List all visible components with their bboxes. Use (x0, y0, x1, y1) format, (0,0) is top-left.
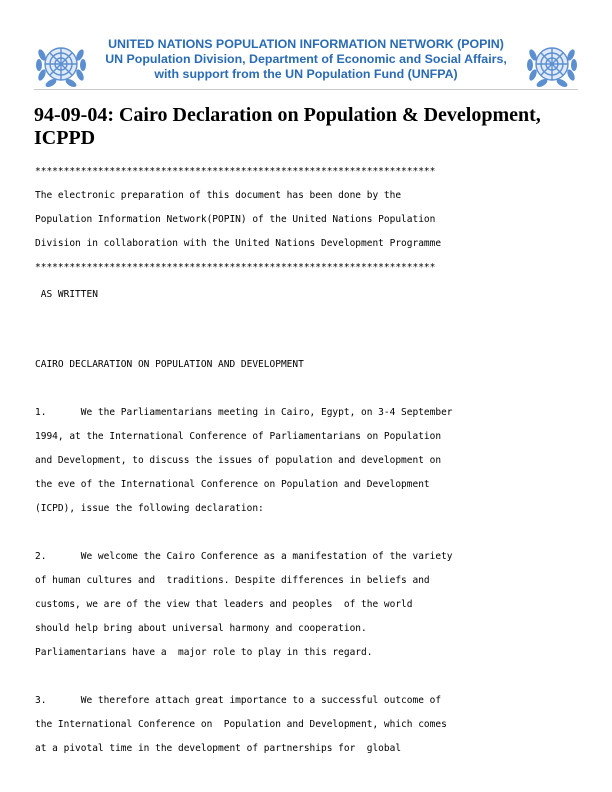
body-line: Parliamentarians have a major role to play in this regard. (35, 647, 373, 658)
body-line: and Development, to discuss the issues of population and development on (35, 455, 442, 466)
page-header (0, 0, 612, 92)
body-line: Division in collaboration with the United Nations Development Programme (35, 238, 442, 249)
body-line: of human cultures and traditions. Despite differences in beliefs and (35, 575, 430, 586)
header-line-1: UNITED NATIONS POPULATION INFORMATION NETWORK (POPIN) (108, 37, 504, 51)
un-emblem-icon (34, 37, 88, 91)
body-line: customs, we are of the view that leaders and peoples of the world (35, 599, 413, 610)
body-line: at a pivotal time in the development of partnerships for global (35, 743, 402, 754)
body-line: the eve of the International Conference on Population and Development (35, 479, 430, 490)
body-line: The electronic preparation of this document has been done by the (35, 190, 402, 201)
body-line: (ICPD), issue the following declaration: (35, 503, 264, 514)
body-line: AS WRITTEN (35, 289, 98, 300)
page-title: 94-09-04: Cairo Declaration on Population & Development, ICPPD (34, 104, 541, 149)
body-line: 1. We the Parliamentarians meeting in Cairo, Egypt, on 3-4 September (35, 407, 453, 418)
section-heading: CAIRO DECLARATION ON POPULATION AND DEVELOPMENT (35, 359, 304, 370)
body-line: 1994, at the International Conference of Parliamentarians on Population (35, 431, 442, 442)
header-line-2: UN Population Division, Department of Economic and Social Affairs, (105, 52, 507, 66)
body-line: should help bring about universal harmony and cooperation. (35, 623, 367, 634)
body-line: 2. We welcome the Cairo Conference as a manifestation of the variety (35, 551, 453, 562)
separator-line: ********************************************************************** (35, 166, 436, 177)
header-divider (34, 89, 578, 90)
separator-line: ********************************************************************** (35, 262, 436, 273)
un-emblem-icon (525, 37, 579, 91)
body-line: the International Conference on Population and Development, which comes (35, 719, 447, 730)
header-line-3: with support from the UN Population Fund (UNFPA) (154, 67, 458, 81)
body-line: 3. We therefore attach great importance to a successful outcome of (35, 695, 442, 706)
body-line: Population Information Network(POPIN) of the United Nations Population (35, 214, 436, 225)
popin-header-text (85, 37, 527, 82)
